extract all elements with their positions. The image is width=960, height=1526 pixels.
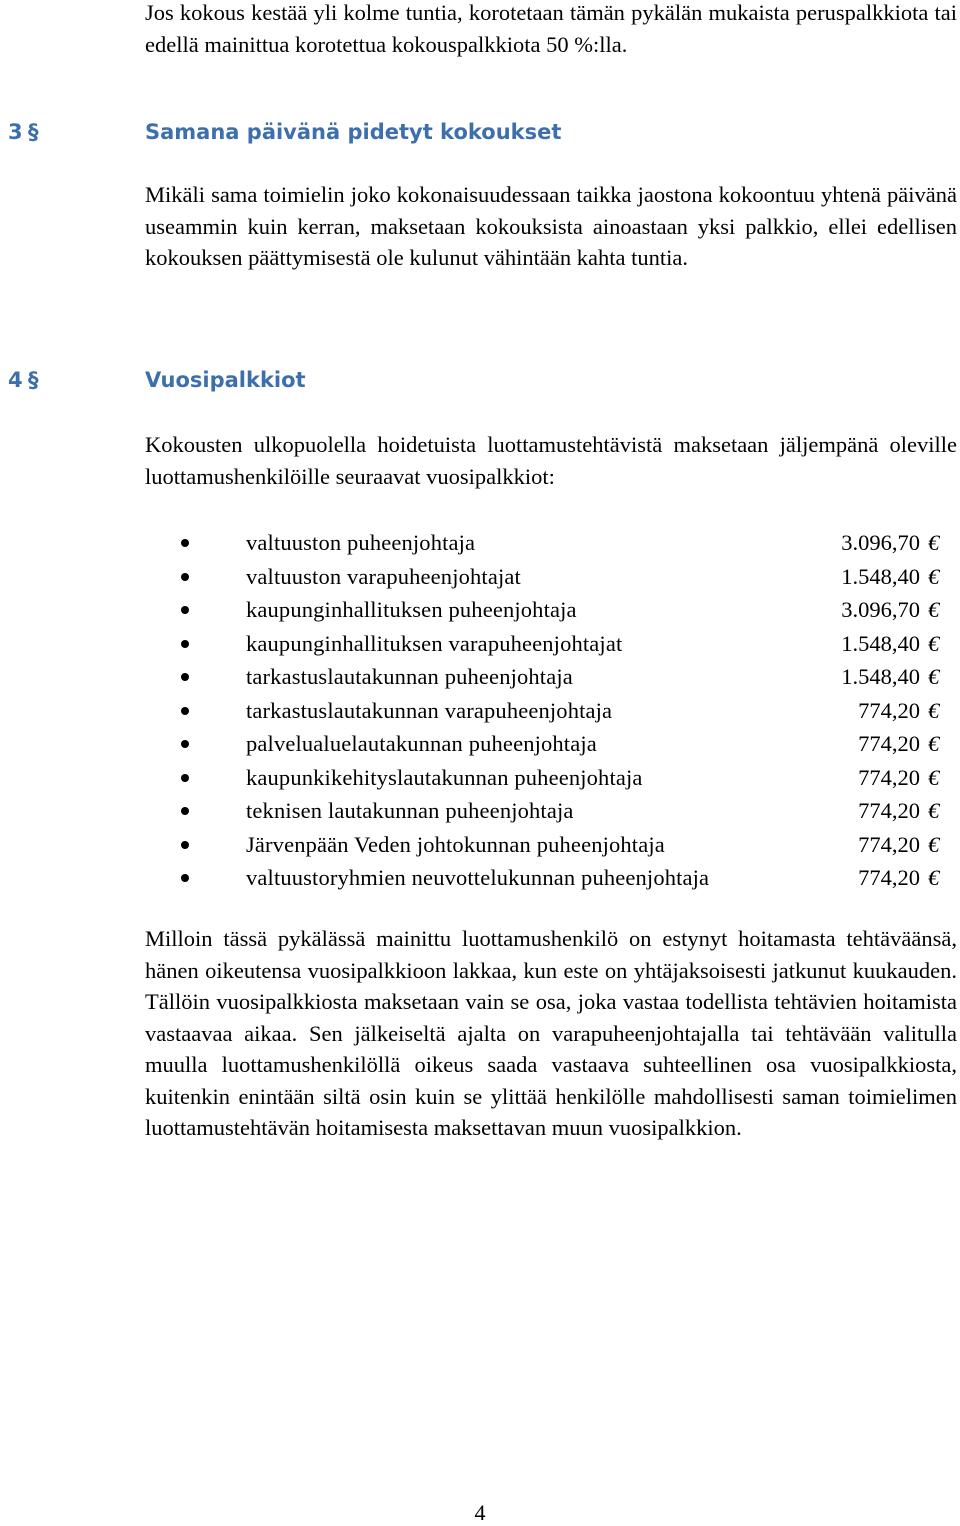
section-4-closing: Milloin tässä pykälässä mainittu luottamushenkilö on estynyt hoitamasta tehtäväänsä, hänen oikeutensa vuosipalkkioon lakkaa, kun este on yhtäjaksoisesti jatkunut kuukauden. Tällöin vuosipalkkiosta maksetaan vain se osa, joka vastaa todellista tehtävien hoitamista vastaavaa aikaa. Sen jälkeiseltä ajalta on varapuheenjohtajalla tai tehtävään valitulla muulla luottamushenkilöllä oikeus saada vastaava suhteellinen osa vuosipalkkiosta, kuitenkin enintään siltä osin kuin se ylittää henkilölle mahdollisesti saman toimielimen luottamustehtävän hoitamisesta maksettavan muun vuosipalkkion.	[145, 926, 957, 1140]
section-4-title: Vuosipalkkiot	[145, 368, 306, 392]
fee-label: Järvenpään Veden johtokunnan puheenjohtaja	[246, 831, 665, 857]
bullet-icon	[181, 807, 189, 815]
bullet-icon	[181, 606, 189, 614]
page-number: 4	[474, 1500, 486, 1525]
fee-amount: 774,20	[858, 831, 920, 857]
list-item	[0, 727, 960, 761]
fee-amount: 774,20	[858, 764, 920, 790]
section-3-title: Samana päivänä pidetyt kokoukset	[145, 120, 562, 144]
list-item	[0, 761, 960, 795]
fee-amount: 774,20	[858, 731, 920, 756]
section-4-number: 4	[8, 368, 23, 392]
fee-amount: 774,20	[858, 697, 920, 723]
list-item	[0, 794, 960, 828]
bullet-icon	[181, 740, 189, 748]
list-item	[0, 593, 960, 627]
bullet-icon	[181, 539, 189, 547]
list-item	[0, 861, 960, 895]
fee-label: valtuustoryhmien neuvottelukunnan puheenjohtaja	[246, 865, 710, 890]
fee-amount: 774,20	[858, 798, 920, 823]
bullet-icon	[181, 774, 189, 782]
intro-paragraph: Jos kokous kestää yli kolme tuntia, korotetaan tämän pykälän mukaista peruspalkkiota tai edellä mainittua korotettua kokouspalkkiota 50 %:lla.	[145, 0, 957, 57]
list-item	[0, 526, 960, 560]
fee-label: valtuuston varapuheenjohtajat	[246, 563, 521, 589]
fee-amount: 774,20	[858, 865, 920, 890]
fee-label: kaupunginhallituksen puheenjohtaja	[246, 597, 577, 622]
bullet-icon	[181, 707, 189, 715]
euro-icon: €	[928, 831, 940, 857]
section-3-body: Mikäli sama toimielin joko kokonaisuudessaan taikka jaostona kokoontuu yhtenä päivänä useammin kuin kerran, maksetaan kokouksista ainoastaan yksi palkkio, ellei edellisen kokouksen päättymisestä ole kulunut vähintään kahta tuntia.	[145, 182, 957, 270]
list-item	[0, 627, 960, 661]
fee-list	[0, 526, 960, 895]
euro-icon: €	[928, 697, 940, 723]
fee-amount: 1.548,40	[841, 563, 920, 589]
euro-icon: €	[928, 630, 940, 656]
fee-label: kaupunkikehityslautakunnan puheenjohtaja	[246, 764, 643, 790]
bullet-icon	[181, 573, 189, 581]
section-symbol: §	[28, 120, 39, 144]
section-symbol: §	[28, 368, 39, 392]
euro-icon: €	[928, 530, 940, 555]
fee-label: tarkastuslautakunnan puheenjohtaja	[246, 664, 573, 689]
bullet-icon	[181, 874, 189, 882]
euro-icon: €	[928, 731, 940, 756]
section-3-number: 3	[8, 120, 23, 144]
euro-icon: €	[928, 865, 940, 890]
fee-amount: 3.096,70	[841, 530, 920, 555]
fee-label: kaupunginhallituksen varapuheenjohtajat	[246, 630, 623, 656]
fee-label: teknisen lautakunnan puheenjohtaja	[246, 798, 574, 823]
euro-icon: €	[928, 798, 940, 823]
euro-icon: €	[928, 764, 940, 790]
bullet-icon	[181, 673, 189, 681]
fee-amount: 1.548,40	[841, 630, 920, 656]
fee-amount: 1.548,40	[841, 664, 920, 689]
bullet-icon	[181, 640, 189, 648]
section-4-intro: Kokousten ulkopuolella hoidetuista luottamustehtävistä maksetaan jäljempänä oleville luottamushenkilöille seuraavat vuosipalkkiot:	[145, 432, 957, 489]
euro-icon: €	[928, 597, 940, 622]
bullet-icon	[181, 841, 189, 849]
euro-icon: €	[928, 664, 940, 689]
fee-amount: 3.096,70	[841, 597, 920, 622]
fee-label: tarkastuslautakunnan varapuheenjohtaja	[246, 697, 613, 723]
list-item	[0, 560, 960, 594]
euro-icon: €	[928, 563, 940, 589]
fee-label: valtuuston puheenjohtaja	[246, 530, 476, 555]
list-item	[0, 828, 960, 862]
list-item	[0, 694, 960, 728]
list-item	[0, 660, 960, 694]
fee-label: palvelualuelautakunnan puheenjohtaja	[246, 731, 597, 756]
